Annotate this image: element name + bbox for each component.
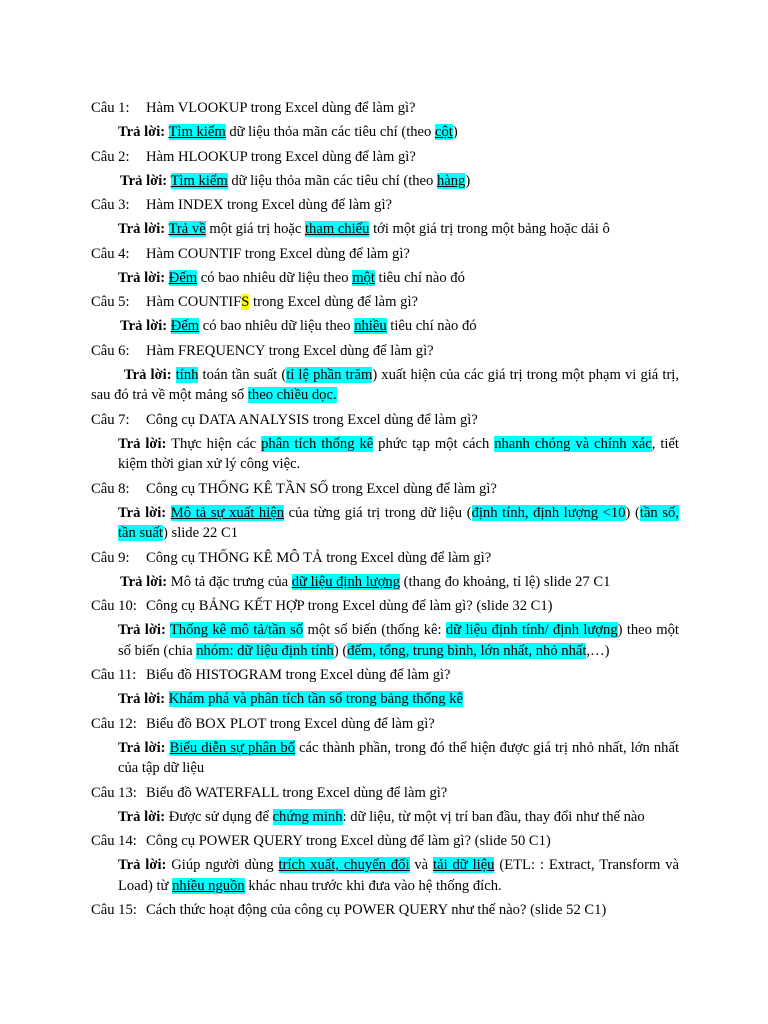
answer-label: Trả lời: [118, 221, 166, 237]
answer-label: Trả lời: [118, 435, 167, 452]
answer-line [91, 738, 679, 779]
text-run: có bao nhiêu dữ liệu theo [199, 318, 355, 334]
answer-label: Trả lời: [118, 504, 167, 521]
question-number: Câu 9: [91, 549, 130, 566]
highlighted-text: Trả về [168, 221, 206, 237]
answer-label: Trả lời: [118, 857, 167, 873]
text-run: ) ( [333, 642, 348, 659]
question-number: Câu 13: [91, 784, 137, 801]
highlighted-text: Khám phá và phân tích tần số trong bảng thống kê [168, 691, 464, 707]
qa-list [91, 94, 679, 920]
question-number: Câu 7: [91, 411, 130, 428]
text-run: dữ liệu thỏa mãn các tiêu chí (theo [225, 124, 435, 140]
text-run: Mô tả đặc trưng của [170, 573, 292, 590]
answer-line [91, 316, 679, 337]
question-text: Công cụ POWER QUERY trong Excel dùng để làm gì? (slide 50 C1) [146, 833, 551, 849]
text-run: ) slide 22 C1 [163, 525, 238, 541]
answer-line [91, 219, 679, 240]
question-text: Hàm VLOOKUP trong Excel dùng để làm gì? [146, 100, 416, 116]
answer-label: Trả lời: [118, 269, 166, 286]
question-number: Câu 1: [91, 100, 130, 116]
question-line [91, 900, 679, 920]
text-run: một số biến (thống kê: [303, 622, 446, 638]
text-run: toán tần suất ( [198, 366, 287, 383]
highlighted-text: dữ liệu định tính/ định lượng [445, 622, 618, 638]
highlighted-text: nhiều nguồn [172, 877, 245, 894]
question-text: Hàm HLOOKUP trong Excel dùng để làm gì? [146, 148, 416, 165]
answer-label: Trả lời: [118, 124, 166, 140]
answer-label: Trả lời: [124, 366, 172, 383]
highlighted-text: một [352, 269, 375, 286]
question-line [91, 665, 679, 685]
highlighted-text: trích xuất, chuyển đổi [278, 857, 410, 873]
question-line [91, 410, 679, 430]
question-text: Biểu đồ HISTOGRAM trong Excel dùng để làm gì? [146, 667, 451, 683]
text-run: Thực hiện các [171, 435, 262, 452]
text-run: : dữ liệu, từ một vị trí ban đầu, thay đổi như thế nào [342, 808, 645, 825]
highlighted-text: cột [434, 124, 453, 140]
text-run: phức tạp một cách [373, 435, 495, 452]
highlighted-text: tính [175, 366, 199, 383]
text-run: ) [465, 172, 471, 189]
question-line [91, 596, 679, 616]
answer-label: Trả lời: [120, 573, 168, 590]
highlighted-text: phân tích thống kê [261, 435, 374, 452]
highlighted-text: tham chiếu [304, 221, 370, 237]
question-line [91, 195, 679, 215]
question-text: Công cụ THỐNG KÊ TẦN SỐ trong Excel dùng để làm gì? [146, 480, 497, 497]
text-run: và [409, 857, 434, 873]
question-line [91, 292, 679, 312]
text-run: Hàm COUNTIF [146, 294, 242, 310]
text-run: một giá trị hoặc [205, 221, 305, 237]
question-number: Câu 2: [91, 148, 130, 165]
text-run: Được sử dụng để [168, 808, 273, 825]
answer-label: Trả lời: [120, 172, 168, 189]
answer-label: Trả lời: [118, 739, 166, 756]
question-text [146, 292, 418, 312]
text-run: tiêu chí nào đó [374, 269, 465, 286]
text-run: Giúp người dùng [171, 857, 279, 873]
answer-line [91, 807, 679, 828]
question-line [91, 714, 679, 734]
question-text: Hàm FREQUENCY trong Excel dùng để làm gì? [146, 342, 434, 359]
question-text: Công cụ BẢNG KẾT HỢP trong Excel dùng để làm gì? (slide 32 C1) [146, 598, 553, 614]
question-number: Câu 14: [91, 833, 137, 849]
text-run: có bao nhiêu dữ liệu theo [197, 269, 353, 286]
text-run: ) [452, 124, 458, 140]
question-number: Câu 6: [91, 342, 130, 359]
text-run: các thành phần, trong đó thể hiện được giá trị nhỏ nhất, lớn nhất của tập dữ liệu [118, 739, 679, 776]
highlighted-text: dữ liệu định lượng [291, 573, 401, 590]
text-run: , tiết kiệm thời gian xử lý công việc. [118, 435, 679, 472]
text-run: tiêu chí nào đó [386, 318, 477, 334]
highlighted-text: chứng minh [272, 808, 343, 825]
highlighted-text: nhiều [354, 318, 387, 334]
answer-line [91, 122, 679, 143]
question-number: Câu 10: [91, 598, 137, 614]
question-line [91, 244, 679, 264]
highlighted-text: định tính, định lượng <10 [471, 504, 626, 521]
answer-line [91, 620, 679, 661]
highlighted-text: nhanh chóng và chính xác [494, 435, 652, 452]
answer-line [91, 171, 679, 192]
question-line [91, 548, 679, 568]
question-line [91, 479, 679, 499]
highlighted-text: S [241, 294, 250, 310]
question-text: Cách thức hoạt động của công cụ POWER QUERY như thế nào? (slide 52 C1) [146, 902, 607, 918]
answer-line [91, 689, 679, 710]
question-number: Câu 8: [91, 480, 130, 497]
question-text: Hàm INDEX trong Excel dùng để làm gì? [146, 197, 392, 213]
highlighted-text: Biểu diễn sự phân bố [169, 739, 296, 756]
highlighted-text: tỉ lệ phần trăm [286, 366, 373, 383]
highlighted-text: theo chiều dọc. [247, 387, 337, 403]
text-run: ) xuất hiện của các giá trị trong một phạm vi giá trị, sau đó trả về một mảng số [91, 366, 680, 403]
highlighted-text: Đếm [170, 318, 200, 334]
question-line [91, 831, 679, 851]
highlighted-text: Tìm kiếm [170, 172, 228, 189]
question-number: Câu 15: [91, 902, 137, 918]
answer-line [91, 365, 679, 406]
question-number: Câu 12: [91, 715, 137, 732]
answer-label: Trả lời: [118, 808, 166, 825]
question-number: Câu 11: [91, 667, 137, 683]
text-run: (thang đo khoảng, tỉ lệ) slide 27 C1 [400, 573, 611, 590]
answer-label: Trả lời: [120, 318, 168, 334]
question-line [91, 783, 679, 803]
answer-line [91, 434, 679, 475]
question-number: Câu 5: [91, 294, 130, 310]
question-text: Công cụ DATA ANALYSIS trong Excel dùng để làm gì? [146, 411, 478, 428]
highlighted-text: hàng [436, 172, 466, 189]
text-run: (ETL: : Extract, Transform và Load) từ [118, 857, 679, 894]
text-run: dữ liệu thỏa mãn các tiêu chí (theo [227, 172, 437, 189]
question-text: Biểu đồ WATERFALL trong Excel dùng để làm gì? [146, 784, 448, 801]
answer-line [91, 855, 679, 896]
text-run: tới một giá trị trong một bảng hoặc dải ô [369, 221, 610, 237]
text-run: ) theo một số biến (chia [118, 622, 679, 659]
question-line [91, 98, 679, 118]
answer-line [91, 503, 679, 544]
question-text: Hàm COUNTIF trong Excel dùng để làm gì? [146, 245, 410, 262]
question-number: Câu 3: [91, 197, 130, 213]
answer-line [91, 572, 679, 593]
highlighted-text: tải dữ liệu [433, 857, 495, 873]
highlighted-text: Mô tả sự xuất hiện [170, 504, 285, 521]
text-run: trong Excel dùng để làm gì? [249, 294, 418, 310]
answer-label: Trả lời: [118, 622, 166, 638]
text-run: khác nhau trước khi đưa vào hệ thống đích. [244, 877, 502, 894]
text-run: của từng giá trị trong dữ liệu ( [284, 504, 472, 521]
question-text: Biểu đồ BOX PLOT trong Excel dùng để làm gì? [146, 715, 435, 732]
highlighted-text: Đếm [168, 269, 198, 286]
question-line [91, 341, 679, 361]
highlighted-text: đếm, tổng, trung bình, lớn nhất, nhỏ nhất [347, 642, 587, 659]
text-run: ) ( [625, 504, 640, 521]
answer-label: Trả lời: [118, 691, 166, 707]
text-run: ,…) [586, 642, 610, 659]
highlighted-text: Thống kê mô tả/tần số [169, 622, 304, 638]
question-line [91, 147, 679, 167]
question-number: Câu 4: [91, 245, 130, 262]
question-text: Công cụ THỐNG KÊ MÔ TẢ trong Excel dùng để làm gì? [146, 549, 492, 566]
highlighted-text: tần số, tần suất [118, 504, 679, 541]
highlighted-text: nhóm: dữ liệu định tính [196, 642, 334, 659]
highlighted-text: Tìm kiếm [168, 124, 226, 140]
answer-line [91, 268, 679, 289]
